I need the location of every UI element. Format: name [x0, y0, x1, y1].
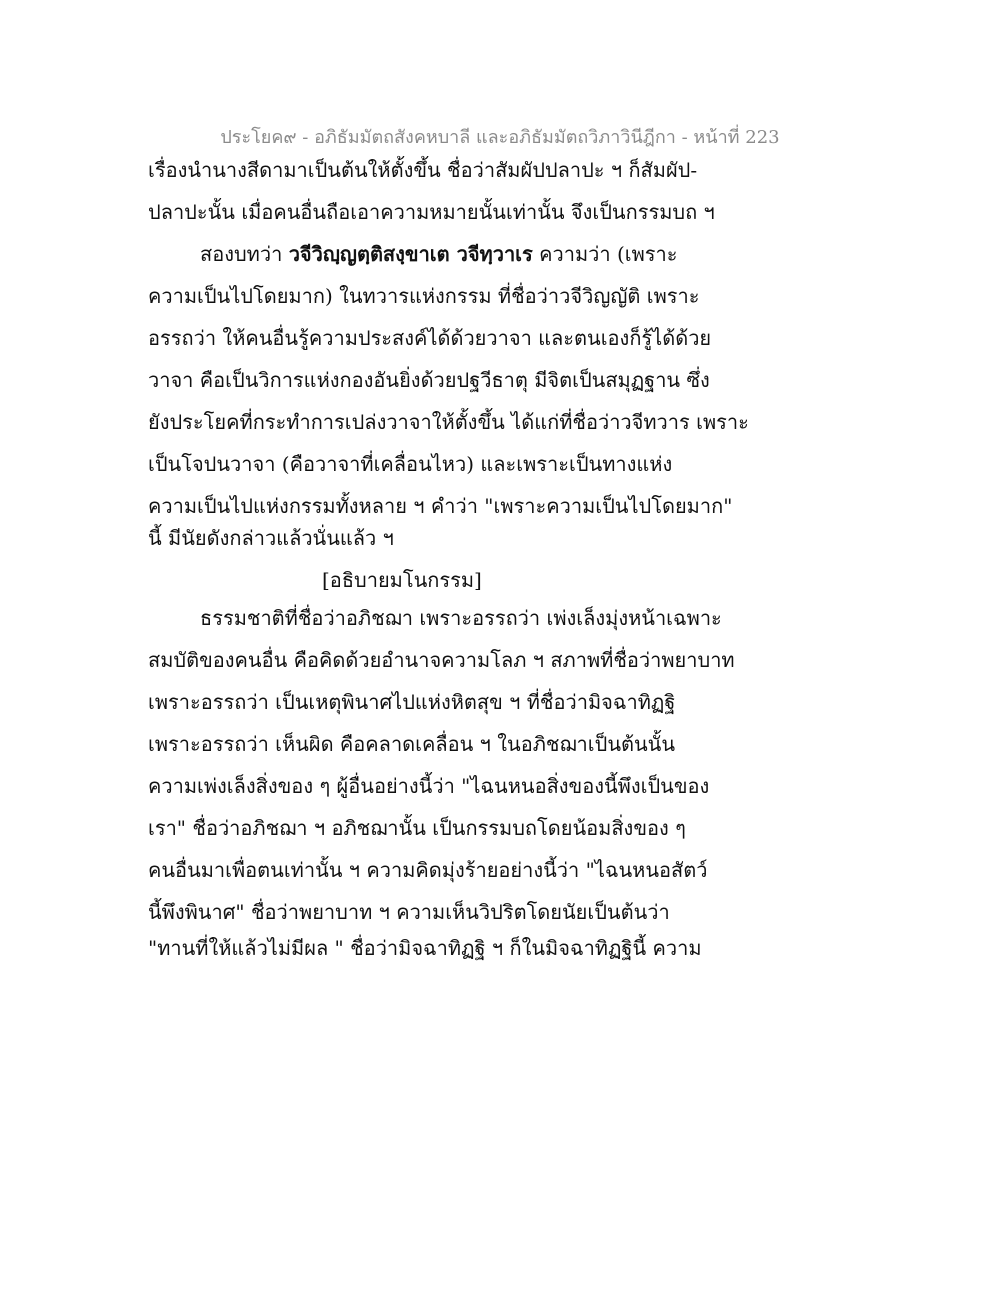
text-line: ความเพ่งเล็งสิ่งของ ๆ ผู้อื่นอย่างนี้ว่า "ไฉนหนอสิ่งของนี้พึงเป็นของ	[148, 774, 710, 798]
page-header-text: ประโยค๙ - อภิธัมมัตถสังคหบาลี และอภิธัมมัตถวิภาวินีฎีกา - หน้าที่ 223	[220, 127, 780, 148]
text-line-with-term	[200, 244, 678, 264]
pali-term: วจีวิญฺญตฺติสงฺขาเต วจีทฺวาเร	[288, 242, 533, 266]
text-line: วาจา คือเป็นวิการแห่งกองอันยิ่งด้วยปฐวีธาตุ มีจิตเป็นสมุฏฐาน ซึ่ง	[148, 368, 710, 392]
text-line: ยังประโยคที่กระทำการเปล่งวาจาให้ตั้งขึ้น ได้แก่ที่ชื่อว่าวจีทวาร เพราะ	[148, 410, 749, 434]
text-line: เป็นโจปนวาจา (คือวาจาที่เคลื่อนไหว) และเพราะเป็นทางแห่ง	[148, 452, 673, 476]
text-line: คนอื่นมาเพื่อตนเท่านั้น ฯ ความคิดมุ่งร้ายอย่างนี้ว่า "ไฉนหนอสัตว์	[148, 858, 708, 882]
text-line: ปลาปะนั้น เมื่อคนอื่นถือเอาความหมายนั้นเท่านั้น จึงเป็นกรรมบถ ฯ	[148, 200, 715, 224]
text-line: ความเป็นไปแห่งกรรมทั้งหลาย ฯ คำว่า "เพราะความเป็นไปโดยมาก"	[148, 494, 733, 518]
text-line: "ทานที่ให้แล้วไม่มีผล " ชื่อว่ามิจฉาทิฏฐิ ฯ ก็ในมิจฉาทิฏฐินี้ ความ	[148, 936, 702, 960]
line-prefix: สองบทว่า	[200, 242, 289, 266]
text-line: ความเป็นไปโดยมาก) ในทวารแห่งกรรม ที่ชื่อว่าวจีวิญญัติ เพราะ	[148, 284, 700, 308]
text-line: เพราะอรรถว่า เห็นผิด คือคลาดเคลื่อน ฯ ในอภิชฌาเป็นต้นนั้น	[148, 732, 675, 756]
line-suffix: ความว่า (เพราะ	[532, 242, 678, 266]
text-line: เพราะอรรถว่า เป็นเหตุพินาศไปแห่งหิตสุข ฯ ที่ชื่อว่ามิจฉาทิฏฐิ	[148, 690, 676, 714]
page-header	[0, 122, 1000, 151]
section-heading: [อธิบายมโนกรรม]	[322, 568, 482, 592]
text-line: เรื่องนำนางสีดามาเป็นต้นให้ตั้งขึ้น ชื่อว่าสัมผัปปลาปะ ฯ ก็สัมผัป-	[148, 158, 698, 182]
text-line: สมบัติของคนอื่น คือคิดด้วยอำนาจความโลภ ฯ สภาพที่ชื่อว่าพยาบาท	[148, 648, 735, 672]
text-line: นี้พึงพินาศ" ชื่อว่าพยาบาท ฯ ความเห็นวิปริตโดยนัยเป็นต้นว่า	[148, 900, 670, 924]
text-line: ธรรมชาติที่ชื่อว่าอภิชฌา เพราะอรรถว่า เพ่งเล็งมุ่งหน้าเฉพาะ	[200, 606, 722, 630]
text-line: เรา" ชื่อว่าอภิชฌา ฯ อภิชฌานั้น เป็นกรรมบถโดยน้อมสิ่งของ ๆ	[148, 816, 686, 840]
text-line: นี้ มีนัยดังกล่าวแล้วนั่นแล้ว ฯ	[148, 526, 394, 550]
text-line: อรรถว่า ให้คนอื่นรู้ความประสงค์ได้ด้วยวาจา และตนเองก็รู้ได้ด้วย	[148, 326, 712, 350]
